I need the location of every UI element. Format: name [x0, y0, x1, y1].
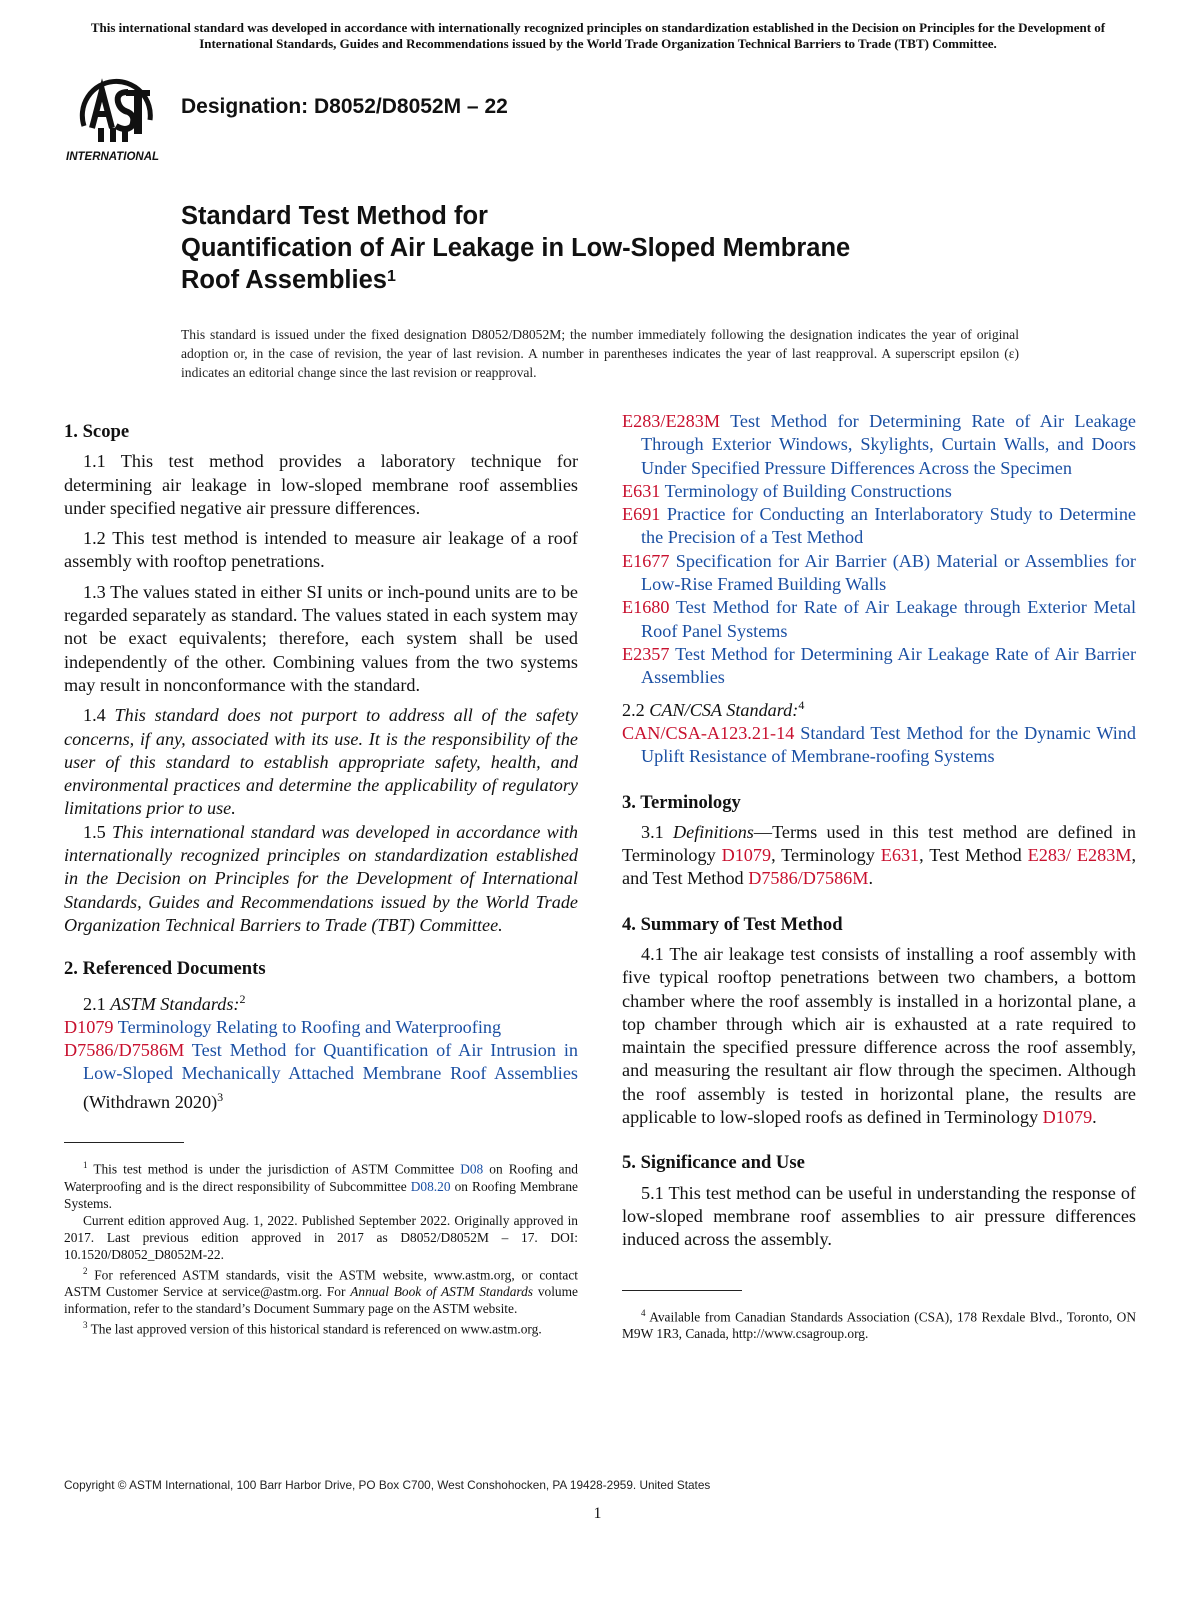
footnote-rule-right: [622, 1290, 742, 1291]
footnote-4: $^4$ Available from Canadian Standards Association (CSA), 178 Rexdale Blvd., Toronto, ON M9W 1R3, Canada, http://www.csagroup.org.: [622, 1307, 1137, 1342]
terminology-3-1: 3.1 Definitions—Terms used in this test method are defined in Terminology D1079, Terminology E631, Test Method E283/ E283M, and Test Method D7586/D7586M.: [622, 821, 1137, 889]
footnote-1-edition: Current edition approved Aug. 1, 2022. Published September 2022. Originally approved in 2017. Last previous edition approved in 2017 as D8052/D8052M – 17. DOI: 10.1520/D8052_D8052M-22.: [64, 1212, 578, 1262]
link-e631[interactable]: E631: [880, 845, 920, 866]
astm-standards-label: 2.1 ASTM Standards:$^2$: [83, 991, 246, 1014]
link-d7586[interactable]: D7586/D7586M: [748, 868, 869, 889]
footnote-rule-left: [64, 1142, 184, 1143]
astm-logo: [64, 68, 168, 164]
footnote-3: $^3$ The last approved version of this historical standard is referenced on www.astm.org.: [83, 1320, 542, 1337]
scope-heading: 1. Scope: [64, 421, 130, 442]
astm-logo-icon: [64, 68, 168, 164]
issue-note: This standard is issued under the fixed designation D8052/D8052M; the number immediately following the designation indicates the year of original adoption or, in the case of revision, the year of last revision. A number in parentheses indicates the year of last reapproval. A superscript epsilon (ε) indicates an editorial change since the last revision or reapproval.: [181, 327, 1019, 380]
significance-heading: 5. Significance and Use: [622, 1152, 805, 1174]
scope-1-5: 1.5 This international standard was developed in accordance with internationally recognized principles on standardization established in the Decision on Principles for the Development of International Standards, Guides and Recommendations issued by the World Trade Organization Technical Barriers to Trade (TBT) Committee.: [64, 821, 579, 935]
ref-csa-a123[interactable]: CAN/CSA-A123.21-14 Standard Test Method for the Dynamic Wind Uplift Resistance of Membrane-roofing Systems: [622, 722, 1136, 767]
title-line-3: Roof Assemblies$^1$: [181, 266, 396, 294]
ref-e631[interactable]: E631 Terminology of Building Constructions: [622, 480, 952, 501]
title-footnote-mark: 1: [386, 268, 396, 285]
title-line-1: Standard Test Method for: [181, 202, 488, 230]
logo-text: INTERNATIONAL: [66, 151, 160, 163]
csa-standard-label: 2.2 CAN/CSA Standard:$^4$: [622, 697, 805, 720]
ref-d7586[interactable]: D7586/D7586M Test Method for Quantification of Air Intrusion in Low-Sloped Mechanically Attached Membrane Roof Assemblies (Withdrawn 2020)$^3$: [64, 1040, 578, 1112]
committee-link[interactable]: D08: [460, 1161, 484, 1177]
document-title: [181, 200, 1041, 296]
copyright: Copyright © ASTM International, 100 Barr Harbor Drive, PO Box C700, West Conshohocken, PA 19428-2959. United States: [64, 1478, 711, 1492]
summary-4-1: 4.1 The air leakage test consists of installing a roof assembly with five typical rooftop penetrations between two chambers, a bottom chamber where the roof assembly is installed in a horizontal plane, a top chamber through which air is exhausted at a rate required to maintain the specified pressure difference across the roof assembly, and measuring the resultant air flow through the specimen. Although the roof assembly is tested in horizontal plane, the results are applicable to low-sloped roofs as defined in Terminology D1079.: [622, 944, 1136, 1128]
page-number: 1: [593, 1505, 602, 1522]
link-d1079[interactable]: D1079: [721, 845, 772, 866]
link-e283[interactable]: E283/ E283M: [1027, 845, 1132, 866]
designation: Designation: D8052/D8052M – 22: [181, 95, 508, 118]
title-line-2: Quantification of Air Leakage in Low-Sloped Membrane: [181, 234, 851, 262]
footnote-1: $^1$ This test method is under the jurisdiction of ASTM Committee D08 on Roofing and Waterproofing and is the direct responsibility of Subcommittee D08.20 on Roofing Membrane Systems.: [64, 1160, 578, 1211]
significance-5-1: 5.1 This test method can be useful in understanding the response of low-sloped membrane roof assemblies to air pressure differences induced across the assembly.: [622, 1182, 1136, 1250]
link-d1079-summary[interactable]: D1079: [1042, 1107, 1093, 1128]
ref-e691[interactable]: E691 Practice for Conducting an Interlaboratory Study to Determine the Precision of a Test Method: [622, 504, 1136, 548]
subcommittee-link[interactable]: D08.20: [410, 1178, 451, 1194]
ref-d1079[interactable]: D1079 Terminology Relating to Roofing and Waterproofing: [64, 1016, 502, 1037]
tbt-notice: This international standard was developed in accordance with internationally recognized principles on standardization established in the Decision on Principles for the Development of International Standards, Guides and Recommendations issued by the World Trade Organization Technical Barriers to Trade (TBT) Committee.: [90, 20, 1106, 51]
left-column: [64, 420, 578, 1338]
scope-1-3: 1.3 The values stated in either SI units or inch-pound units are to be regarded separately as standard. The values stated in each system may not be exact equivalents; therefore, each system shall be used independently of the other. Combining values from the two systems may result in nonconformance with the standard.: [64, 581, 578, 695]
scope-1-2: 1.2 This test method is intended to measure air leakage of a roof assembly with rooftop penetrations.: [64, 528, 578, 572]
ref-e1677[interactable]: E1677 Specification for Air Barrier (AB) Material or Assemblies for Low-Rise Framed Building Walls: [622, 550, 1136, 595]
ref-e1680[interactable]: E1680 Test Method for Rate of Air Leakage through Exterior Metal Roof Panel Systems: [622, 597, 1136, 641]
referenced-docs-heading: 2. Referenced Documents: [64, 958, 266, 980]
footnote-2: $^2$ For referenced ASTM standards, visit the ASTM website, www.astm.org, or contact ASTM Customer Service at service@astm.org. For Annual Book of ASTM Standards volume information, refer to the standard’s Document Summary page on the ASTM website.: [64, 1265, 578, 1317]
ref-e283[interactable]: E283/E283M Test Method for Determining Rate of Air Leakage Through Exterior Windows, Skylights, Curtain Walls, and Doors Under Specified Pressure Differences Across the Specimen: [622, 411, 1136, 478]
scope-1-4: 1.4 This standard does not purport to address all of the safety concerns, if any, associated with its use. It is the responsibility of the user of this standard to establish appropriate safety, health, and environmental practices and determine the applicability of regulatory limitations prior to use.: [64, 705, 578, 819]
ref-e2357[interactable]: E2357 Test Method for Determining Air Leakage Rate of Air Barrier Assemblies: [622, 643, 1137, 688]
right-column: [622, 410, 1136, 1342]
summary-heading: 4. Summary of Test Method: [622, 913, 843, 935]
terminology-heading: 3. Terminology: [622, 791, 741, 813]
scope-1-1: 1.1 This test method provides a laboratory technique for determining air leakage in low-sloped membrane roof assemblies under specified negative air pressure differences.: [64, 451, 578, 518]
